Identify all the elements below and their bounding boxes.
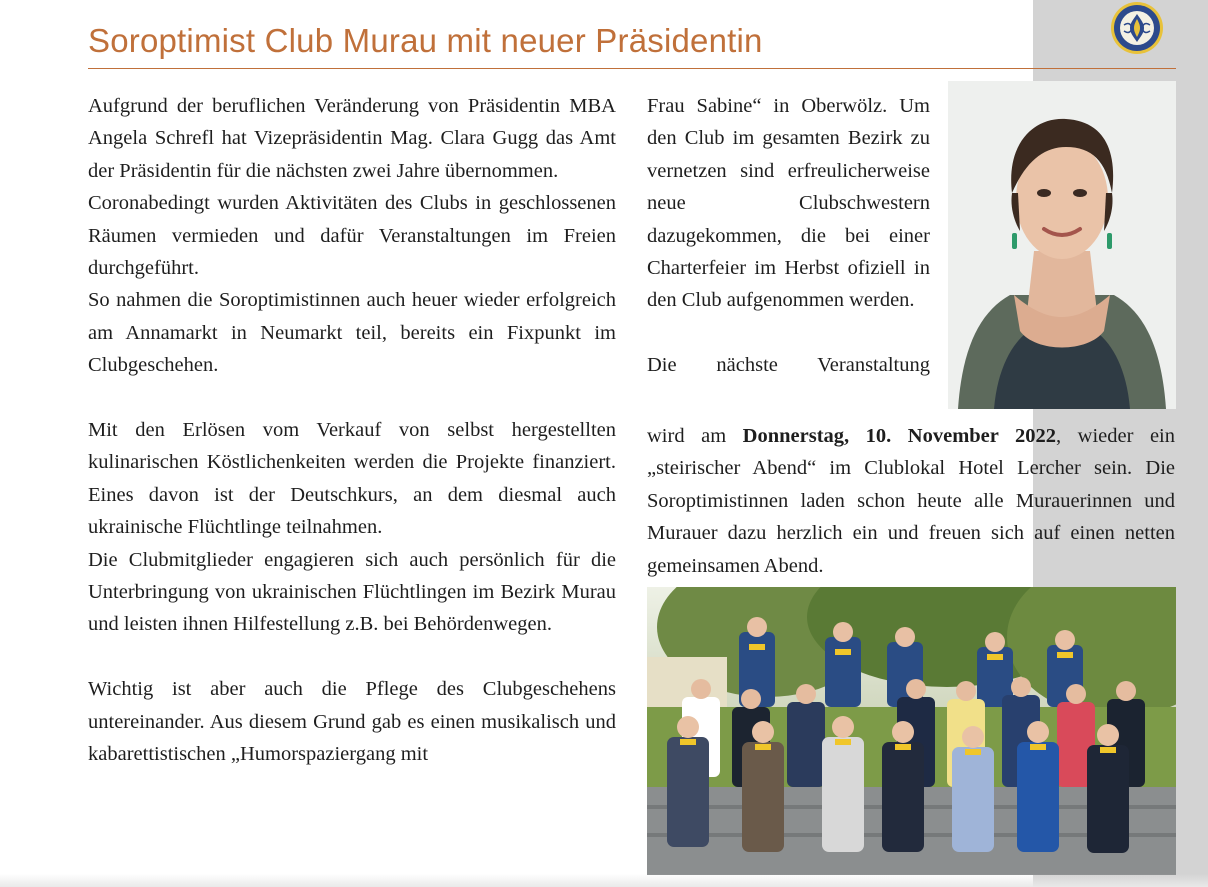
article-right-column-top: [647, 90, 930, 382]
paragraph: Die Clubmitglieder engagieren sich auch persönlich für die Unterbringung von ukrainischen Flüchtlingen im Bezirk Murau und leisten ihnen Hilfestellung z.B. bei Behördenwegen.: [88, 548, 616, 636]
paragraph: Mit den Erlösen vom Verkauf von selbst hergestellten kulinarischen Köstlichenkeiten werden die Projekte finanziert. Eines davon ist der Deutschkurs, an dem diesmal auch ukrainische Flüchtlinge teilnahmen.: [88, 419, 616, 539]
paragraph-start: Die nächste Veranstaltung: [647, 354, 930, 377]
paragraph: Aufgrund der beruflichen Veränderung von Präsidentin MBA Angela Schrefl hat Vizepräsidentin Mag. Clara Gugg das Amt der Präsidentin für die nächsten zwei Jahre übernommen.: [88, 95, 616, 182]
article-right-column-bottom: [647, 420, 1175, 582]
portrait-photo: [948, 81, 1176, 409]
article-title: Soroptimist Club Murau mit neuer Präsidentin: [88, 22, 763, 59]
group-photo: [647, 587, 1176, 875]
paragraph: So nahmen die Soroptimistinnen auch heuer wieder erfolgreich am Annamarkt in Neumarkt teil, bereits ein Fixpunkt im Clubgeschehen.: [88, 289, 616, 377]
event-date: Donnerstag, 10. November 2022: [742, 425, 1057, 447]
soroptimist-emblem-icon: [1110, 1, 1164, 55]
article-left-column: [88, 90, 616, 771]
paragraph: Coronabedingt wurden Aktivitäten des Clubs in geschlossenen Räumen vermieden und dafür Veranstaltungen im Freien durchgeführt.: [88, 192, 616, 280]
text-run: wird am: [647, 425, 743, 447]
text-run: , wieder ein „steirischer Abend“ im Clublokal Hotel Lercher sein. Die Soroptimistinnen laden schon heute alle Murauerinnen und Murauer dazu herzlich ein und freuen sich auf einen netten gemeinsamen Abend.: [647, 425, 1175, 577]
title-underline: [88, 68, 1176, 69]
paragraph: [647, 420, 1175, 582]
paragraph: Frau Sabine“ in Oberwölz. Um den Club im gesamten Bezirk zu vernetzen sind erfreulicherweise neue Clubschwestern dazugekommen, die bei einer Charterfeier im Herbst ofiziell in den Club aufgenommen werden.: [647, 95, 930, 312]
page-bottom-edge: [0, 874, 1208, 887]
paragraph: Wichtig ist aber auch die Pflege des Clubgeschehens untereinander. Aus diesem Grund gab es einen musikalisch und kabarettistischen „Humorspaziergang mit: [88, 678, 616, 766]
